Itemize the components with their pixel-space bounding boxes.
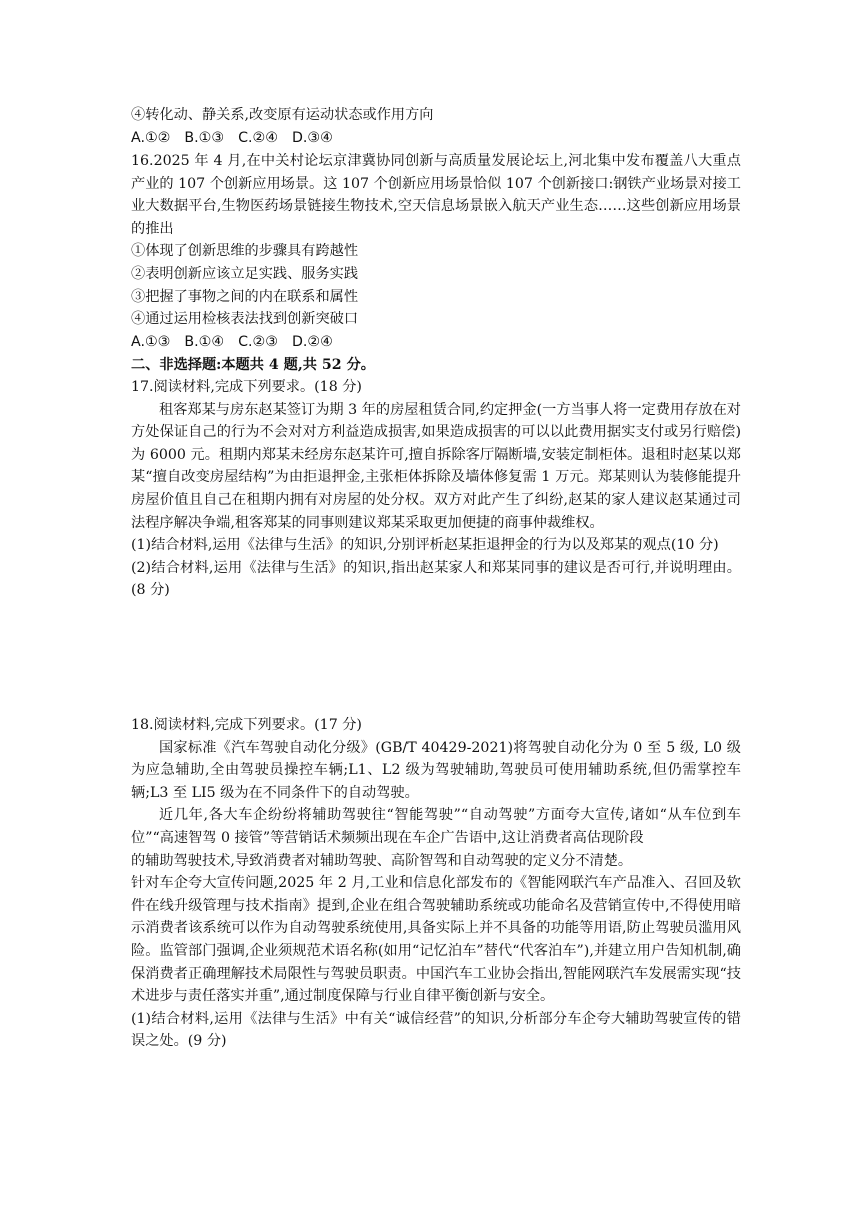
- q16-stem: 16.2025 年 4 月,在中关村论坛京津冀协同创新与高质量发展论坛上,河北集中发布覆盖八大重点产业的 107 个创新应用场景。这 107 个创新应用场景恰似 107 个创新接口:钢铁产业场景对接工业大数据平台,生物医药场景链接生物技术,空天信息场景嵌入航天产业生态……这些创新应用场景的推出: [131, 153, 741, 237]
- q16-option-b: B.①④: [184, 333, 225, 350]
- q16-item-2: ②表明创新应该立足实践、服务实践: [131, 265, 359, 282]
- q15-options: [131, 127, 741, 150]
- q15-option-b: B.①③: [184, 129, 225, 146]
- q18-para-3: 针对车企夸大宣传问题,2025 年 2 月,工业和信息化部发布的《智能网联汽车产品准入、召回及软件在线升级管理与技术指南》提到,企业在组合驾驶辅助系统或功能命名及营销宣传中,不得使用暗示消费者该系统可以作为自动驾驶系统使用,具备实际上并不具备的功能等用语,防止驾驶员滥用风险。监管部门强调,企业须规范术语名称(如用“记忆泊车”替代“代客泊车”),并建立用户告知机制,确保消费者正确理解技术局限性与驾驶员职责。中国汽车工业协会指出,智能网联汽车发展需实现“技术进步与责任落实并重”,通过制度保障与行业自律平衡创新与安全。: [131, 875, 741, 1005]
- question-17: [131, 376, 741, 602]
- q15-option-c: C.②④: [238, 129, 278, 146]
- q16-item-4: ④通过运用检核表法找到创新突破口: [131, 311, 359, 328]
- question-18: [131, 714, 741, 1053]
- q16-item-1: ①体现了创新思维的步骤具有跨越性: [131, 243, 359, 260]
- q17-sub-1: (1)结合材料,运用《法律与生活》的知识,分别评析赵某拒退押金的行为以及郑某的观点(10 分): [131, 537, 719, 554]
- q15-option-d: D.③④: [291, 129, 333, 146]
- q16-option-d: D.②④: [291, 333, 333, 350]
- q16-option-a: A.①③: [131, 333, 171, 350]
- q18-para-2: 近几年,各大车企纷纷将辅助驾驶往“智能驾驶”“自动驾驶”方面夸大宣传,诸如“从车位到车位”“高速智驾 0 接管”等营销话术频频出现在车企广告语中,这让消费者高估现阶段: [131, 807, 741, 846]
- question-15-tail: [131, 104, 741, 149]
- q17-sub-2: (2)结合材料,运用《法律与生活》的知识,指出赵某家人和郑某同事的建议是否可行,并说明理由。(8 分): [131, 559, 741, 599]
- q16-item-3: ③把握了事物之间的内在联系和属性: [131, 288, 359, 305]
- question-16: [131, 150, 741, 353]
- q18-para-2-cont: 的辅助驾驶技术,导致消费者对辅助驾驶、高阶智驾和自动驾驶的定义分不清楚。: [131, 852, 633, 869]
- q18-sub-1: (1)结合材料,运用《法律与生活》中有关“诚信经营”的知识,分析部分车企夸大辅助驾驶宣传的错误之处。(9 分): [131, 1010, 741, 1050]
- q17-material: 租客郑某与房东赵某签订为期 3 年的房屋租赁合同,约定押金(一方当事人将一定费用存放在对方处保证自己的行为不会对对方利益造成损害,如果造成损害的可以以此费用据实支付或另行赔偿)为 6000 元。租期内郑某未经房东赵某许可,擅自拆除客厅隔断墙,安装定制柜体。退租时赵某以郑某“擅自改变房屋结构”为由拒退押金,主张柜体拆除及墙体修复需 1 万元。郑某则认为装修能提升房屋价值且自己在租期内拥有对房屋的处分权。双方对此产生了纠纷,赵某的家人建议赵某通过司法程序解决争端,租客郑某的同事则建议郑某采取更加便捷的商事仲裁维权。: [131, 401, 741, 531]
- q17-title: 17.阅读材料,完成下列要求。(18 分): [131, 379, 362, 395]
- section-2-heading: 二、非选择题:本题共 4 题,共 52 分。: [131, 357, 375, 373]
- q16-options: [131, 331, 741, 354]
- q15-item-4: ④转化动、静关系,改变原有运动状态或作用方向: [131, 107, 434, 123]
- q16-option-c: C.②③: [238, 333, 278, 350]
- q15-option-a: A.①②: [131, 129, 171, 146]
- q18-para-1: 国家标准《汽车驾驶自动化分级》(GB/T 40429-2021)将驾驶自动化分为 0 至 5 级, L0 级为应急辅助,全由驾驶员操控车辆;L1、L2 级为驾驶辅助,驾驶员可使用辅助系统,但仍需掌控车辆;L3 至 LI5 级为在不同条件下的自动驾驶。: [131, 739, 741, 801]
- q18-title: 18.阅读材料,完成下列要求。(17 分): [131, 717, 362, 733]
- section-2: [131, 354, 741, 377]
